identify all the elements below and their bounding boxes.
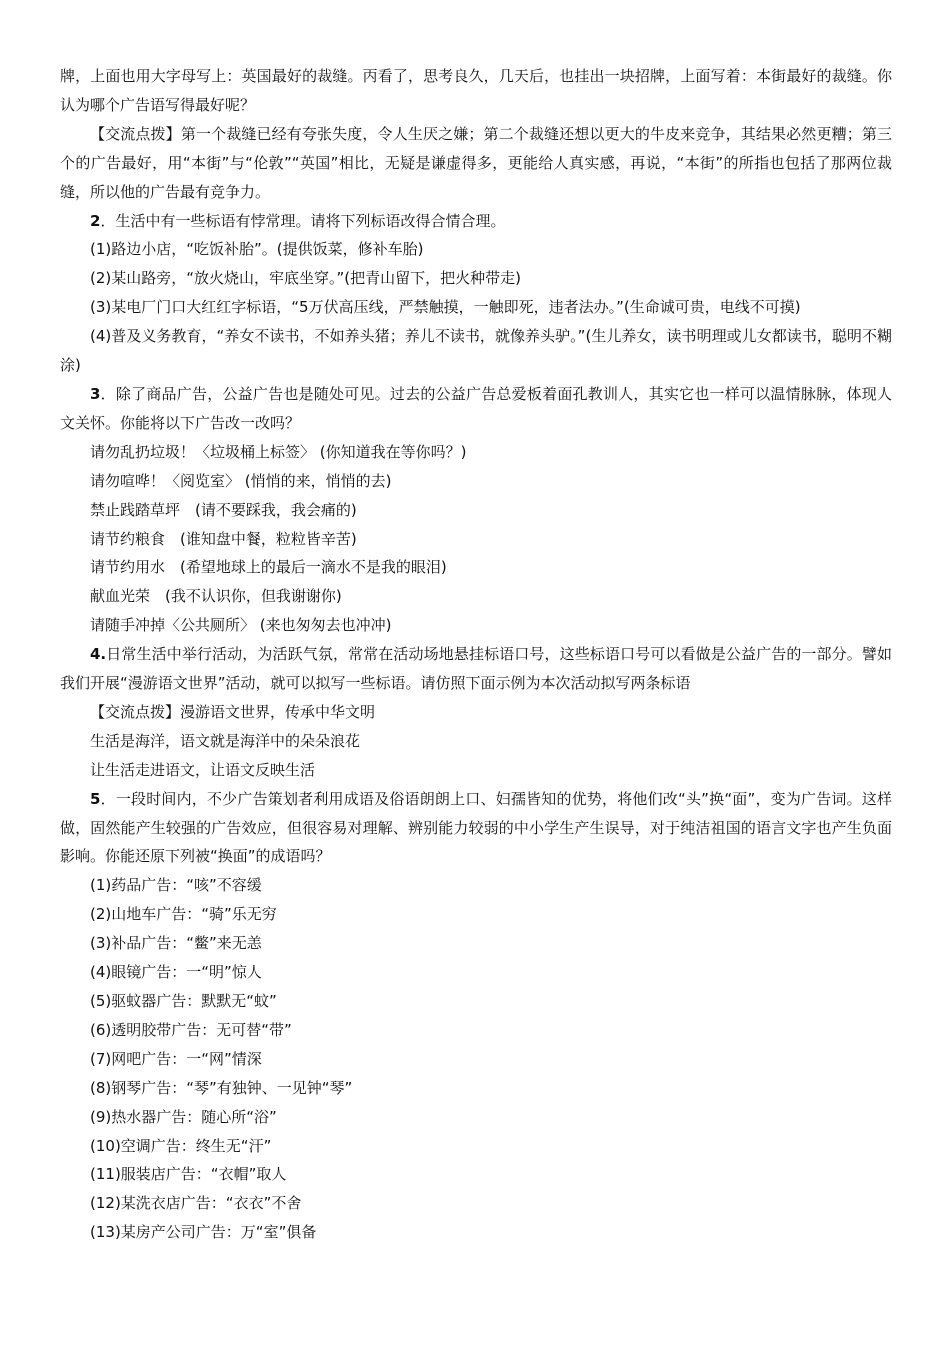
question-text: ．生活中有一些标语有悖常理。请将下列标语改得合情合理。 [100,211,506,230]
q5-item: (6)透明胶带广告：无可替“带” [90,1020,292,1039]
commentary-text: 第一个裁缝已经有夸张失度，令人生厌之嫌；第二个裁缝还想以更大的牛皮来竞争，其结果必然更糟；第三个的广告最好，用“本街”与“伦敦”“英国”相比，无疑是谦虚得多，更能给人真实感，再说，“本街”的所指也包括了那两位裁缝，所以他的广告最有竞争力。 [60,124,892,201]
q3-item: 请节约用水 (希望地球上的最后一滴水不是我的眼泪) [90,558,447,577]
q4-answer: 生活是海洋，语文就是海洋中的朵朵浪花 [90,731,361,750]
q5-item: (3)补品广告：“鳖”来无恙 [90,934,262,953]
intro-commentary [60,120,892,207]
commentary-tag: 【交流点拨】 [90,702,181,721]
q5-item: (13)某房产公司广告：万“室”俱备 [90,1223,317,1242]
q4-answer: 让生活走进语文，让语文反映生活 [90,760,316,779]
question-number: 4. [90,645,107,664]
commentary-tag: 【交流点拨】 [90,124,181,143]
q5-item: (5)驱蚊器广告：默默无“蚊” [90,992,277,1010]
q3-item: 禁止践踏草坪 (请不要踩我，我会痛的) [90,500,357,519]
question-number: 5 [90,789,101,808]
question-3-stem [60,380,892,438]
question-5-stem [60,785,892,872]
q2-item: (3)某电厂门口大红红字标语，“5万伏高压线，严禁触摸，一触即死，违者法办。”(生命诚可贵，电线不可摸) [90,298,801,317]
q5-item: (11)服装店广告：“衣帽”取人 [90,1165,287,1184]
q2-item: (4)普及义务教育，“养女不读书，不如养头猪；养儿不读书，就像养头驴。”(生儿养女，读书明理或儿女都读书，聪明不糊涂) [60,327,892,375]
q2-item: (1)路边小店，“吃饭补胎”。(提供饭菜，修补车胎) [90,240,424,259]
question-number: 3 [90,384,101,403]
q5-item: (10)空调广告：终生无“汗” [90,1136,272,1155]
question-4-stem [60,640,892,698]
q5-item: (1)药品广告：“咳”不容缓 [90,876,262,895]
answer-text: 漫游语文世界，传承中华文明 [180,702,376,721]
q3-item: 请勿喧哗！〈阅览室〉 (悄悄的来，悄悄的去) [90,471,392,490]
q5-item: (7)网吧广告：一“网”情深 [90,1049,262,1068]
question-text: ．除了商品广告，公益广告也是随处可见。过去的公益广告总爱板着面孔教训人，其实它也一样可以温情脉脉，体现人文关怀。你能将以下广告改一改吗？ [60,384,892,432]
q5-item: (8)钢琴广告：“琴”有独钟、一见钟“琴” [90,1078,353,1097]
question-text: 日常生活中举行活动，为活跃气氛，常常在活动场地悬挂标语口号，这些标语口号可以看做是公益广告的一部分。譬如我们开展“漫游语文世界”活动，就可以拟写一些标语。请仿照下面示例为本次活动拟写两条标语 [60,645,892,693]
q3-item: 献血光荣 (我不认识你，但我谢谢你) [90,587,342,606]
q5-item: (9)热水器广告：随心所“浴” [90,1107,277,1126]
q3-item: 请节约粮食 (谁知盘中餐，粒粒皆辛苦) [90,529,357,548]
question-text: ．一段时间内，不少广告策划者利用成语及俗语朗朗上口、妇孺皆知的优势，将他们改“头”换“面”，变为广告词。这样做，固然能产生较强的广告效应，但很容易对理解、辨别能力较弱的中小学生产生误导，对于纯洁祖国的语言文字也产生负面影响。你能还原下列被“换面”的成语吗？ [60,789,892,866]
q4-answer [60,698,892,727]
q5-item: (4)眼镜广告：一“明”惊人 [90,963,262,982]
q3-item: 请勿乱扔垃圾！〈垃圾桶上标签〉 (你知道我在等你吗？) [90,442,467,461]
q5-item: (12)某洗衣店广告：“衣衣”不舍 [90,1194,302,1213]
q5-item: (2)山地车广告：“骑”乐无穷 [90,905,277,924]
intro-paragraph: 牌，上面也用大字母写上：英国最好的裁缝。丙看了，思考良久，几天后，也挂出一块招牌，上面写着：本街最好的裁缝。你认为哪个广告语写得最好呢？ [60,67,892,114]
question-2-stem [60,207,892,236]
q2-item: (2)某山路旁，“放火烧山，牢底坐穿。”(把青山留下，把火种带走) [90,269,521,288]
q3-item: 请随手冲掉〈公共厕所〉 (来也匆匆去也冲冲) [90,616,392,635]
question-number: 2 [90,211,101,230]
